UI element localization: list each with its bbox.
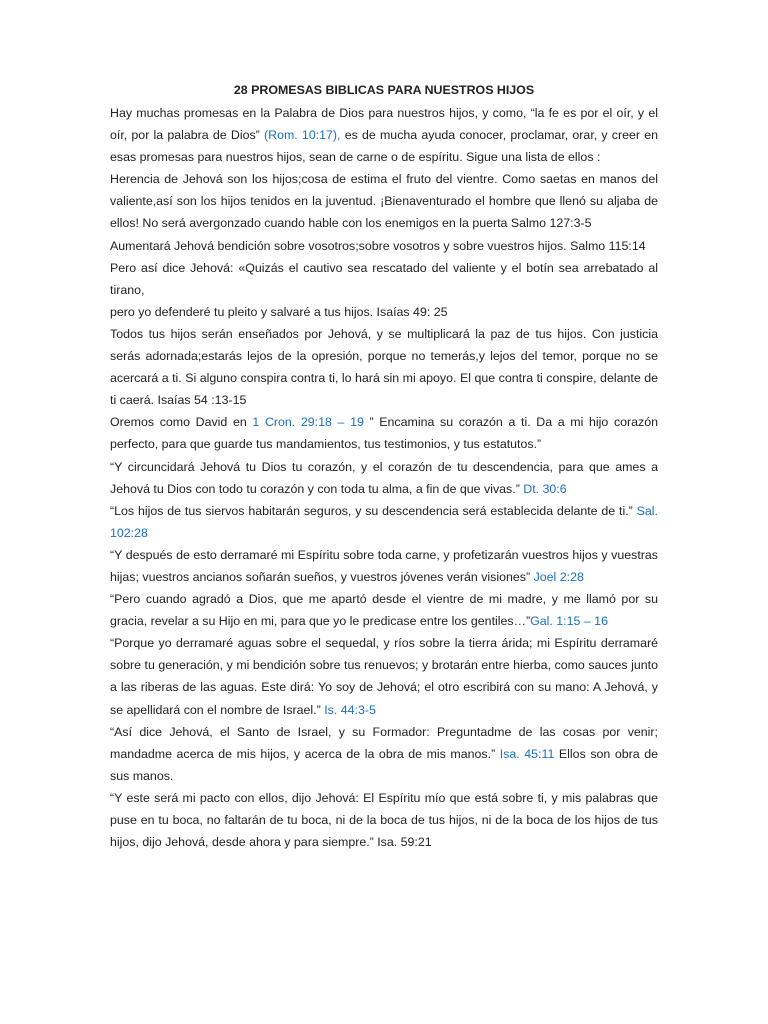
paragraph xyxy=(110,323,658,411)
paragraph-text: “Los hijos de tus siervos habitarán seguros, y su descendencia será establecida delante de ti.” xyxy=(110,503,637,518)
scripture-reference-link[interactable]: Isa. 45:11 xyxy=(499,746,555,761)
scripture-reference-link[interactable]: Joel 2:28 xyxy=(533,569,584,584)
paragraph xyxy=(110,235,658,257)
paragraph xyxy=(110,456,658,500)
paragraph-text: Pero así dice Jehová: «Quizás el cautivo sea rescatado del valiente y el botín sea arrebatado al tirano, xyxy=(110,260,658,297)
paragraph-text: Hay muchas promesas en la Palabra de Dios para nuestros hijos, y como, “la fe es por el oír, y el oír, por la palabra de Dios” xyxy=(110,106,658,143)
paragraph-text: ” Encamina su corazón a ti. Da a mi hijo corazón perfecto, para que guarde tus mandamientos, tus testimonios, y tus estatutos.” xyxy=(110,415,659,452)
scripture-reference-link[interactable]: Is. 44:3-5 xyxy=(324,702,376,717)
paragraph-text: Oremos como David en xyxy=(110,415,253,430)
paragraph-text: Herencia de Jehová son los hijos;cosa de estima el fruto del vientre. Como saetas en manos del valiente,así son los hijos tenidos en la juventud. ¡Bienaventurado el hombre que llenó su aljaba de ellos! No será avergonzado cuando hable con los enemigos en la puerta Salmo 127:3-5 xyxy=(110,172,658,231)
paragraph-text: “Pero cuando agradó a Dios, que me apartó desde el vientre de mi madre, y me llamó por su gracia, revelar a su Hijo en mi, para que yo le predicase entre los gentiles…” xyxy=(110,592,658,629)
paragraph-text: “Así dice Jehová, el Santo de Israel, y su Formador: Preguntadme de las cosas por venir; mandadme acerca de mis hijos, y acerca de la obra de mis manos.” xyxy=(110,724,658,761)
paragraph-text: Aumentará Jehová bendición sobre vosotros;sobre vosotros y sobre vuestros hijos. Salmo 115:14 xyxy=(110,238,646,253)
paragraph xyxy=(110,102,658,168)
paragraph-text: es de mucha ayuda conocer, proclamar, orar, y creer en esas promesas para nuestros hijos, sean de carne o de espíritu. Sigue una lista de ellos : xyxy=(110,128,658,165)
scripture-reference-link[interactable]: (Rom. 10:17), xyxy=(264,128,341,143)
paragraph-text: pero yo defenderé tu pleito y salvaré a tus hijos. Isaías 49: 25 xyxy=(110,304,448,319)
scripture-reference-link[interactable]: 1 Cron. 29:18 – 19 xyxy=(252,415,364,430)
scripture-reference-link[interactable]: Sal. 102:28 xyxy=(110,503,658,540)
paragraph xyxy=(110,632,658,720)
paragraph-text: Todos tus hijos serán enseñados por Jehová, y se multiplicará la paz de tus hijos. Con justicia serás adornada;estarás lejos de la opresión, porque no temerás,y lejos del temor, porque no se acercará a ti. Si alguno conspira contra ti, lo hará sin mi apoyo. El que contra ti conspire, delante de ti caerá. Isaías 54 :13-15 xyxy=(110,326,658,408)
document-body xyxy=(110,102,658,853)
paragraph xyxy=(110,721,658,787)
paragraph xyxy=(110,257,658,301)
paragraph-text: “Y circuncidará Jehová tu Dios tu corazón, y el corazón de tu descendencia, para que ames a Jehová tu Dios con todo tu corazón y con toda tu alma, a fin de que vivas.” xyxy=(110,459,658,496)
paragraph-text: “Porque yo derramaré aguas sobre el sequedal, y ríos sobre la tierra árida; mi Espíritu derramaré sobre tu generación, y mi bendición sobre tus renuevos; y brotarán entre hierba, como sauces junto a las riberas de las aguas. Este dirá: Yo soy de Jehová; el otro escribirá con su mano: A Jehová, y se apellidará con el nombre de Israel.” xyxy=(110,636,658,717)
paragraph-text: “Y después de esto derramaré mi Espíritu sobre toda carne, y profetizarán vuestros hijos y vuestras hijas; vuestros ancianos soñarán sueños, y vuestros jóvenes verán visiones” xyxy=(110,547,658,584)
paragraph xyxy=(110,411,658,455)
paragraph xyxy=(110,787,658,853)
scripture-reference-link[interactable]: Dt. 30:6 xyxy=(523,481,567,496)
paragraph xyxy=(110,588,658,632)
paragraph-text: Ellos son obra de sus manos. xyxy=(110,746,658,783)
paragraph xyxy=(110,168,658,234)
paragraph xyxy=(110,301,658,323)
paragraph xyxy=(110,544,658,588)
paragraph-text: “Y este será mi pacto con ellos, dijo Jehová: El Espíritu mío que está sobre ti, y mis palabras que puse en tu boca, no faltarán de tu boca, ni de la boca de tus hijos, ni de la boca de los hijos de tus hijos, dijo Jehová, desde ahora y para siempre.” Isa. 59:21 xyxy=(110,790,658,850)
document-title: 28 PROMESAS BIBLICAS PARA NUESTROS HIJOS xyxy=(233,83,535,97)
paragraph xyxy=(110,500,658,544)
scripture-reference-link[interactable]: Gal. 1:15 – 16 xyxy=(530,614,608,629)
